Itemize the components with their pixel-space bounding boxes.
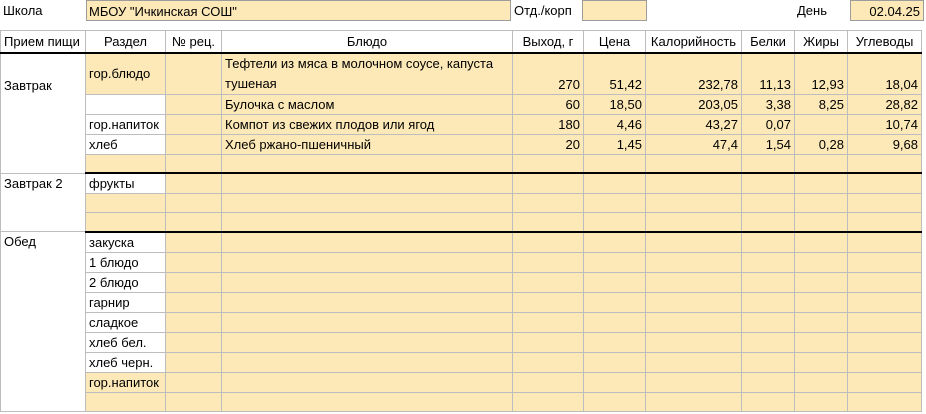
calories-cell[interactable] [646,372,742,392]
price-cell[interactable]: 18,50 [584,94,646,114]
carbs-cell[interactable] [848,194,922,213]
price-cell[interactable] [584,154,646,173]
fat-cell[interactable] [795,292,848,312]
table-row [1,292,922,312]
recipe-cell[interactable] [166,292,222,312]
fat-cell[interactable]: 12,93 [795,53,848,95]
price-cell[interactable] [584,213,646,232]
table-row [1,392,922,411]
carbs-cell[interactable]: 18,04 [848,53,922,95]
price-cell[interactable] [584,194,646,213]
school-label: Школа [3,3,43,18]
dish-cell[interactable] [222,392,513,411]
carbs-cell[interactable] [848,352,922,372]
price-cell[interactable] [584,352,646,372]
calories-cell[interactable] [646,194,742,213]
protein-cell[interactable] [742,232,795,253]
calories-cell[interactable] [646,154,742,173]
recipe-cell[interactable] [166,392,222,411]
dish-cell[interactable] [222,154,513,173]
col-header-carbs: Углеводы [848,31,922,53]
calories-cell[interactable] [646,272,742,292]
price-cell[interactable]: 51,42 [584,53,646,95]
table-row [1,194,922,213]
price-cell[interactable] [584,252,646,272]
section-cell[interactable]: гарнир [86,292,166,312]
recipe-cell[interactable] [166,312,222,332]
fat-cell[interactable] [795,213,848,232]
carbs-cell[interactable] [848,372,922,392]
yield-cell[interactable]: 270 [513,53,584,95]
table-row [1,134,922,154]
recipe-cell[interactable] [166,232,222,253]
recipe-cell[interactable] [166,134,222,154]
protein-cell[interactable] [742,194,795,213]
table-row [1,213,922,232]
carbs-cell[interactable] [848,213,922,232]
yield-cell[interactable] [513,272,584,292]
col-header-fat: Жиры [795,31,848,53]
dish-cell[interactable] [222,272,513,292]
fat-cell[interactable] [795,232,848,253]
section-cell[interactable]: 2 блюдо [86,272,166,292]
carbs-cell[interactable] [848,173,922,194]
yield-cell[interactable] [513,392,584,411]
table-row [1,114,922,134]
recipe-cell[interactable] [166,53,222,95]
meal-cell-breakfast[interactable]: Завтрак [1,53,86,174]
dish-cell[interactable] [222,213,513,232]
carbs-cell[interactable] [848,392,922,411]
recipe-cell[interactable] [166,252,222,272]
yield-cell[interactable] [513,252,584,272]
calories-cell[interactable] [646,292,742,312]
col-header-yield: Выход, г [513,31,584,53]
fat-cell[interactable] [795,332,848,352]
fat-cell[interactable] [795,114,848,134]
price-cell[interactable] [584,292,646,312]
fat-cell[interactable]: 0,28 [795,134,848,154]
sheet-header [0,0,926,30]
table-row [1,352,922,372]
protein-cell[interactable] [742,173,795,194]
recipe-cell[interactable] [166,173,222,194]
yield-cell[interactable] [513,372,584,392]
yield-cell[interactable] [513,173,584,194]
recipe-cell[interactable] [166,94,222,114]
table-row [1,372,922,392]
meal-cell-lunch[interactable]: Обед [1,232,86,412]
column-headers [1,31,922,53]
section-cell[interactable]: 1 блюдо [86,252,166,272]
yield-cell[interactable] [513,154,584,173]
yield-cell[interactable]: 180 [513,114,584,134]
yield-cell[interactable] [513,352,584,372]
section-cell[interactable] [86,392,166,411]
col-header-price: Цена [584,31,646,53]
calories-cell[interactable] [646,392,742,411]
protein-cell[interactable] [742,154,795,173]
table-row [1,53,922,95]
yield-cell[interactable]: 20 [513,134,584,154]
department-cell[interactable] [582,0,647,21]
table-row [1,232,922,253]
carbs-cell[interactable]: 9,68 [848,134,922,154]
section-cell[interactable]: гор.напиток [86,372,166,392]
carbs-cell[interactable] [848,292,922,312]
carbs-cell[interactable] [848,154,922,173]
table-row [1,94,922,114]
calories-cell[interactable] [646,332,742,352]
col-header-calories: Калорийность [646,31,742,53]
fat-cell[interactable] [795,252,848,272]
protein-cell[interactable]: 11,13 [742,53,795,95]
col-header-section: Раздел [86,31,166,53]
section-cell[interactable] [86,94,166,114]
section-cell[interactable]: хлеб черн. [86,352,166,372]
protein-cell[interactable] [742,372,795,392]
calories-cell[interactable]: 47,4 [646,134,742,154]
protein-cell[interactable]: 1,54 [742,134,795,154]
fat-cell[interactable] [795,173,848,194]
dish-cell[interactable] [222,352,513,372]
section-cell[interactable]: гор.напиток [86,114,166,134]
section-cell[interactable]: хлеб бел. [86,332,166,352]
col-header-meal: Прием пищи [1,31,86,53]
calories-cell[interactable] [646,213,742,232]
recipe-cell[interactable] [166,352,222,372]
yield-cell[interactable] [513,194,584,213]
calories-cell[interactable] [646,312,742,332]
price-cell[interactable] [584,392,646,411]
fat-cell[interactable] [795,372,848,392]
yield-cell[interactable] [513,332,584,352]
price-cell[interactable]: 4,46 [584,114,646,134]
carbs-cell[interactable] [848,232,922,253]
yield-cell[interactable] [513,213,584,232]
section-cell[interactable]: закуска [86,232,166,253]
protein-cell[interactable] [742,312,795,332]
protein-cell[interactable]: 0,07 [742,114,795,134]
protein-cell[interactable] [742,252,795,272]
dish-cell[interactable]: Компот из свежих плодов или ягод [222,114,513,134]
price-cell[interactable] [584,332,646,352]
section-cell[interactable] [86,154,166,173]
table-row [1,332,922,352]
calories-cell[interactable]: 203,05 [646,94,742,114]
calories-cell[interactable] [646,252,742,272]
fat-cell[interactable] [795,272,848,292]
section-cell[interactable]: хлеб [86,134,166,154]
yield-cell[interactable] [513,232,584,253]
carbs-cell[interactable] [848,252,922,272]
recipe-cell[interactable] [166,332,222,352]
carbs-cell[interactable] [848,332,922,352]
recipe-cell[interactable] [166,213,222,232]
protein-cell[interactable]: 3,38 [742,94,795,114]
dish-cell[interactable] [222,332,513,352]
dish-cell[interactable] [222,292,513,312]
carbs-cell[interactable] [848,312,922,332]
carbs-cell[interactable]: 28,82 [848,94,922,114]
section-cell[interactable]: фрукты [86,173,166,194]
section-cell[interactable] [86,194,166,213]
department-label: Отд./корп [514,3,572,18]
day-cell[interactable]: 02.04.25 [850,0,924,21]
table-row [1,154,922,173]
fat-cell[interactable] [795,352,848,372]
school-name-cell[interactable]: МБОУ "Ичкинская СОШ" [86,0,511,21]
section-cell[interactable] [86,213,166,232]
recipe-cell[interactable] [166,114,222,134]
dish-cell[interactable]: Булочка с маслом [222,94,513,114]
carbs-cell[interactable] [848,272,922,292]
fat-cell[interactable] [795,392,848,411]
price-cell[interactable] [584,372,646,392]
table-row [1,173,922,194]
calories-cell[interactable]: 43,27 [646,114,742,134]
calories-cell[interactable] [646,352,742,372]
yield-cell[interactable] [513,312,584,332]
price-cell[interactable] [584,272,646,292]
protein-cell[interactable] [742,292,795,312]
table-row [1,312,922,332]
fat-cell[interactable]: 8,25 [795,94,848,114]
section-cell[interactable]: сладкое [86,312,166,332]
recipe-cell[interactable] [166,194,222,213]
dish-cell[interactable]: Хлеб ржано-пшеничный [222,134,513,154]
section-cell[interactable]: гор.блюдо [86,53,166,95]
menu-table [0,30,922,412]
fat-cell[interactable] [795,194,848,213]
dish-cell[interactable] [222,232,513,253]
recipe-cell[interactable] [166,372,222,392]
col-header-protein: Белки [742,31,795,53]
yield-cell[interactable] [513,292,584,312]
meal-cell-breakfast-2[interactable]: Завтрак 2 [1,173,86,232]
table-row [1,272,922,292]
carbs-cell[interactable]: 10,74 [848,114,922,134]
fat-cell[interactable] [795,312,848,332]
table-row [1,252,922,272]
dish-cell[interactable] [222,252,513,272]
protein-cell[interactable] [742,332,795,352]
price-cell[interactable]: 1,45 [584,134,646,154]
day-label: День [797,3,827,18]
protein-cell[interactable] [742,392,795,411]
dish-cell[interactable] [222,372,513,392]
recipe-cell[interactable] [166,272,222,292]
protein-cell[interactable] [742,272,795,292]
yield-cell[interactable]: 60 [513,94,584,114]
calories-cell[interactable] [646,173,742,194]
dish-cell[interactable] [222,312,513,332]
protein-cell[interactable] [742,213,795,232]
dish-cell[interactable] [222,194,513,213]
dish-cell[interactable]: Тефтели из мяса в молочном соусе, капуста тушеная [222,53,513,95]
col-header-dish: Блюдо [222,31,513,53]
recipe-cell[interactable] [166,154,222,173]
col-header-recipe: № рец. [166,31,222,53]
price-cell[interactable] [584,173,646,194]
calories-cell[interactable] [646,232,742,253]
price-cell[interactable] [584,232,646,253]
dish-cell[interactable] [222,173,513,194]
protein-cell[interactable] [742,352,795,372]
fat-cell[interactable] [795,154,848,173]
price-cell[interactable] [584,312,646,332]
calories-cell[interactable]: 232,78 [646,53,742,95]
